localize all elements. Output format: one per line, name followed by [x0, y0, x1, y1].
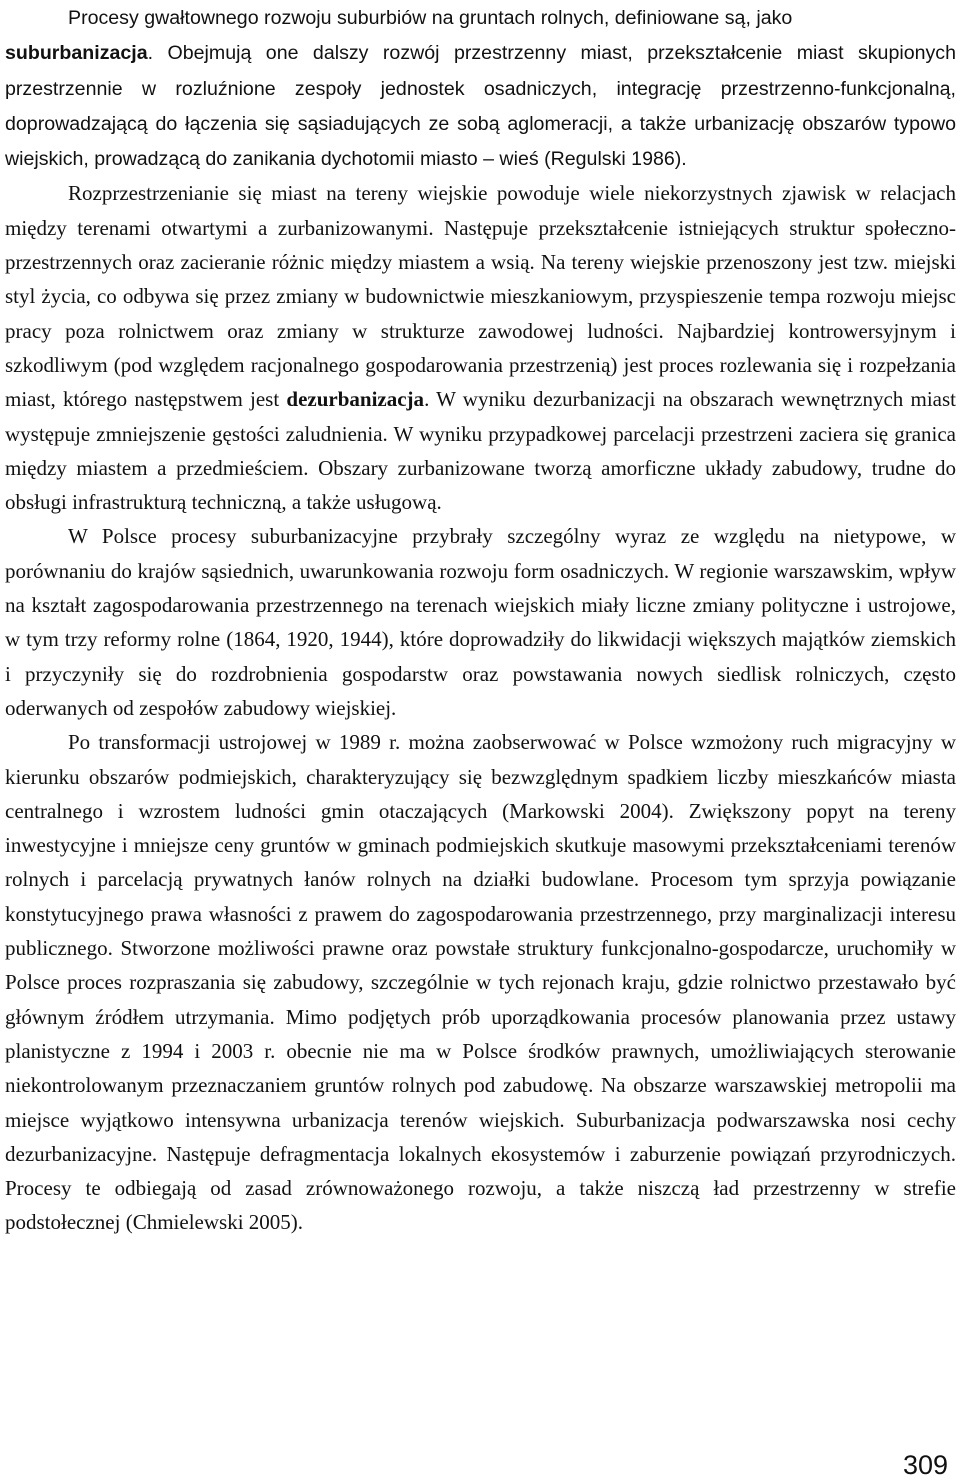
paragraph-1-body-text: . Obejmują one dalszy rozwój przestrzenny miast, przekształcenie miast skupionych przestrzennie w rozluźnione zespoły jednostek osadniczych, integrację przestrzenno-funkcjonalną, doprowadzającą do łączenia się sąsiadujących ze sobą aglomeracji, a także urbanizację obszarów typowo wiejskich, prowadzącą do zanikania dychotomii miasto – wieś (Regulski 1986).	[5, 42, 956, 171]
term-dezurbanizacja: dezurbanizacja	[286, 387, 425, 412]
paragraph-dezurbanizacja	[5, 176, 956, 519]
paragraph-transformacja: Po transformacji ustrojowej w 1989 r. można zaobserwować w Polsce wzmożony ruch migracyjny w kierunku obszarów podmiejskich, charakteryzujący się bezwzględnym spadkiem liczby mieszkańców miasta centralnego i wzrostem ludności gmin otaczających (Markowski 2004). Zwiększony popyt na tereny inwestycyjne i mniejsze ceny gruntów w gminach podmiejskich skutkuje masowymi przekształceniami terenów rolnych i parcelacją prywatnych łanów rolnych na działki budowlane. Procesom tym sprzyja powiązanie konstytucyjnego prawa własności z prawem do zagospodarowania przestrzennego, przy marginalizacji interesu publicznego. Stworzone możliwości prawne oraz powstałe struktury funkcjonalno-gospodarcze, uruchomiły w Polsce proces rozpraszania się zabudowy, szczególnie w tych rejonach kraju, gdzie rolnictwo przestawało być głównym źródłem utrzymania. Mimo podjętych prób uporządkowania procesów planowania przez ustawy planistyczne z 1994 i 2003 r. obecnie nie ma w Polsce środków prawnych, umożliwiających sterowanie niekontrolowanym przeznaczaniem gruntów rolnych pod zabudowę. Na obszarze warszawskiej metropolii ma miejsce wyjątkowo intensywna urbanizacja terenów wiejskich. Suburbanizacja podwarszawska nosi cechy dezurbanizacyjne. Następuje defragmentacja lokalnych ekosystemów i zaburzenie powiązań przyrodniczych. Procesy te odbiegają od zasad zrównoważonego rozwoju, a także niszczą ład przestrzenny w strefie podstołecznej (Chmielewski 2005).	[5, 730, 956, 1235]
document-page	[5, 0, 956, 1240]
paragraph-polska-procesy: W Polsce procesy suburbanizacyjne przybrały szczególny wyraz ze względu na nietypowe, w porównaniu do krajów sąsiednich, uwarunkowania rozwoju form osadniczych. W regionie warszawskim, wpływ na kształt zagospodarowania przestrzennego na terenach wiejskich miały liczne zmiany polityczne i ustrojowe, w tym trzy reformy rolne (1864, 1920, 1944), które doprowadziły do likwidacji większych majątków ziemskich i przyczyniły się do rozdrobnienia gospodarstw oraz powstawania nowych siedlisk rolniczych, często oderwanych od zespołów zabudowy wiejskiej.	[5, 524, 956, 720]
term-suburbanizacja: suburbanizacja	[5, 42, 148, 65]
paragraph-1-lead-text: Procesy gwałtownego rozwoju suburbiów na gruntach rolnych, definiowane są, jako	[68, 7, 793, 29]
page-number: 309	[902, 1450, 948, 1480]
paragraph-2-body-text: . W wyniku dezurbanizacji na obszarach wewnętrznych miast występuje zmniejszenie gęstości zaludnienia. W wyniku przypadkowej parcelacji przestrzeni zaciera się granica między miastem a przedmieściem. Obszary zurbanizowane tworzą amorficzne układy zabudowy, trudne do obsługi infrastrukturą techniczną, a także usługową.	[5, 387, 956, 515]
paragraph-2-lead-text: Rozprzestrzenianie się miast na tereny wiejskie powoduje wiele niekorzystnych zjawisk w relacjach między terenami otwartymi a zurbanizowanymi. Następuje przekształcenie istniejących struktur społeczno-przestrzennych oraz zacieranie różnic między miastem a wsią. Na tereny wiejskie przenoszony jest tzw. miejski styl życia, co odbywa się przez zmiany w budownictwie mieszkaniowym, przyspieszenie tempa rozwoju miejsc pracy poza rolnictwem oraz zmiany w strukturze zawodowej ludności. Najbardziej kontrowersyjnym i szkodliwym (pod względem racjonalnego gospodarowania przestrzenią) jest proces rozlewania się i rozpełzania miast, którego następstwem jest	[5, 181, 956, 412]
paragraph-suburbanizacja	[5, 0, 956, 176]
